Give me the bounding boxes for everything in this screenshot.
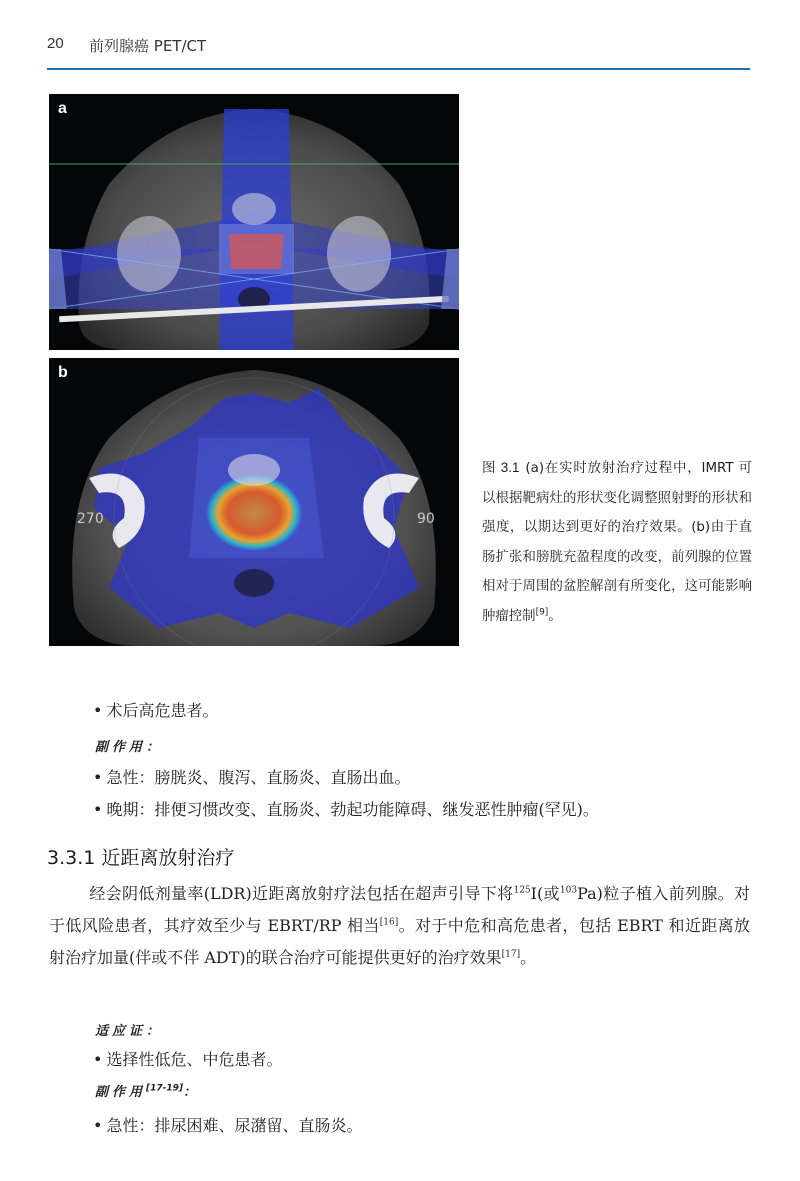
body-paragraph: 经会阴低剂量率(LDR)近距离放射疗法包括在超声引导下将$^{125}$I(或$^{103}$Pa)粒子植入前列腺。对于低风险患者，其疗效至少与 EBRT/RP 相当[16]。对于中危和高危患者，包括 EBRT 和近距离放射治疗加量(伴或不伴 ADT)的联合治疗可能提供更好的治疗效果[17]。 [49, 884, 750, 967]
figure-caption-label: 图 3.1 [482, 460, 520, 475]
list-item: • 选择性低危、中危患者。 [93, 1047, 282, 1070]
panel-b-label: b [58, 364, 68, 381]
figure-caption [482, 453, 752, 631]
book-title: 前列腺癌 PET/CT [89, 37, 207, 55]
figure-panel-a [49, 94, 459, 350]
ct-scan-image-b [49, 358, 459, 646]
indications-heading: 适应证： [95, 1024, 164, 1039]
list-item: • 术后高危患者。 [93, 698, 218, 721]
list-item: • 急性：排尿困难、尿潴留、直肠炎。 [93, 1113, 362, 1136]
section-title: 3.3.1 近距离放射治疗 [47, 847, 235, 869]
caption-reference: [9] [535, 607, 549, 618]
list-item: • 晚期：排便习惯改变、直肠炎、勃起功能障碍、继发恶性肿瘤(罕见)。 [93, 797, 599, 820]
ct-scan-image-a [49, 94, 459, 350]
list-item: • 急性：膀胱炎、腹泻、直肠炎、直肠出血。 [93, 765, 410, 788]
figure-panel-b [49, 358, 459, 646]
page-header [47, 35, 750, 69]
header-rule [47, 68, 750, 70]
angle-marker-90: 90 [417, 511, 435, 527]
caption-end: 。 [548, 608, 562, 624]
page-number: 20 [47, 35, 64, 52]
side-effects-heading-2: 副作用[17-19]： [95, 1083, 201, 1100]
figure-caption-text: (a)在实时放射治疗过程中，IMRT 可以根据靶病灶的形状变化调整照射野的形状和强度，以期达到更好的治疗效果。(b)由于直肠扩张和膀胱充盈程度的改变，前列腺的位置相对于周围的盆腔解剖有所变化，这可能影响肿瘤控制 [482, 461, 752, 624]
reference: [16] [379, 917, 399, 928]
side-effects-heading: 副作用： [95, 740, 164, 755]
angle-marker-270: 270 [77, 511, 104, 527]
reference: [17] [501, 949, 521, 960]
panel-a-label: a [58, 100, 67, 117]
